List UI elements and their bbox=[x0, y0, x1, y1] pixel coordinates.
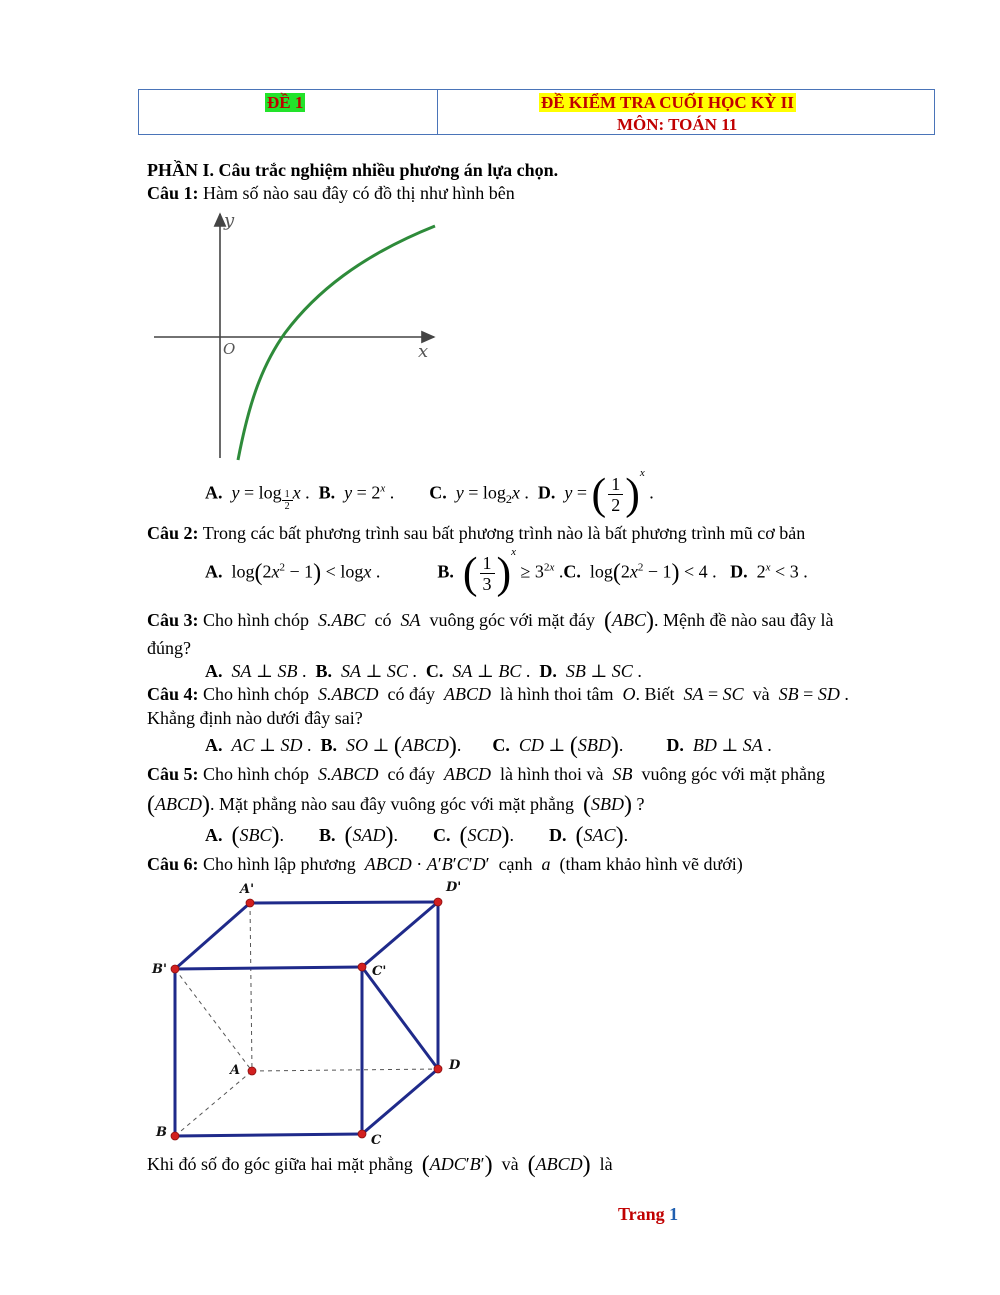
header-table bbox=[138, 89, 935, 135]
cube-figure bbox=[150, 878, 470, 1148]
label-A-prime: A' bbox=[240, 882, 255, 897]
x-axis-label: x bbox=[418, 341, 429, 362]
q5-options: A. (SBC). B. (SAD). C. (SCD). D. (SAC). bbox=[205, 823, 629, 849]
exam-subject: MÔN: TOÁN 11 bbox=[617, 115, 738, 134]
exam-number: ĐỀ 1 bbox=[267, 93, 304, 112]
question-5-cont: (ABCD). Mặt phẳng nào sau đây vuông góc với mặt phẳng (SBD) ? bbox=[147, 792, 645, 818]
label-A: A bbox=[230, 1063, 241, 1078]
q2-options: A. $\log(2x^2 - 1) < \log x$ . B. ( $\frac{1}{3}$ )$^x \ge 3^{2x}$ .C. $\log(2x^2 - 1) < 4$ . D. $2^x < 3$ . bbox=[205, 545, 808, 598]
origin-label: O bbox=[223, 340, 236, 358]
question-6: Câu 6: Cho hình lập phương ABCD · A′B′C′D′ cạnh a (tham khảo hình vẽ dưới) bbox=[147, 854, 743, 874]
question-4: Câu 4: Cho hình chóp S.ABCD có đáy ABCD là hình thoi tâm O. Biết SA = SC và SB = SD . bbox=[147, 684, 849, 704]
question-3-cont: đúng? bbox=[147, 638, 191, 658]
question-2: Câu 2: Trong các bất phương trình sau bất phương trình nào là bất phương trình mũ cơ bản bbox=[147, 523, 806, 543]
question-4-cont: Khẳng định nào dưới đây sai? bbox=[147, 708, 363, 728]
label-C: C bbox=[371, 1133, 382, 1148]
label-B: B bbox=[156, 1125, 167, 1140]
label-B-prime: B' bbox=[152, 962, 167, 977]
page-footer: Trang 1 bbox=[618, 1204, 679, 1224]
question-text: Hàm số nào sau đây có đồ thị như hình bên bbox=[203, 183, 515, 203]
q1-options: A. y = log $_{\frac{1}{2}}$ x . B. $y = 2^x$ . C. $y = \log_2x$ . D. y = ( $\frac{1}{2}$ )$^x$ . bbox=[205, 466, 654, 519]
label-D: D bbox=[449, 1058, 461, 1073]
log-curve bbox=[238, 226, 435, 460]
question-1 bbox=[147, 183, 515, 204]
q4-options: A. AC ⊥ SD . B. SO ⊥ (ABCD). C. CD ⊥ (SBD). D. BD ⊥ SA . bbox=[205, 733, 772, 759]
header-divider bbox=[437, 90, 438, 134]
question-3: Câu 3: Cho hình chóp S.ABC có SA vuông góc với mặt đáy (ABC). Mệnh đề nào sau đây là bbox=[147, 608, 834, 634]
question-5: Câu 5: Cho hình chóp S.ABCD có đáy ABCD là hình thoi và SB vuông góc với mặt phẳng bbox=[147, 764, 825, 784]
log-graph bbox=[150, 208, 450, 463]
q3-options: A. SA ⊥ SB . B. SA ⊥ SC . C. SA ⊥ BC . D. SB ⊥ SC . bbox=[205, 661, 642, 681]
question-6-cont: Khi đó số đo góc giữa hai mặt phẳng (ADC′B′) và (ABCD) là bbox=[147, 1152, 613, 1178]
part-title: PHẦN I. Câu trắc nghiệm nhiều phương án lựa chọn. bbox=[147, 160, 559, 180]
question-label: Câu 1: bbox=[147, 183, 199, 203]
y-axis-label: y bbox=[224, 210, 235, 231]
label-D-prime: D' bbox=[446, 880, 462, 895]
label-C-prime: C' bbox=[372, 964, 387, 979]
exam-title: ĐỀ KIỂM TRA CUỐI HỌC KỲ II bbox=[541, 93, 794, 112]
